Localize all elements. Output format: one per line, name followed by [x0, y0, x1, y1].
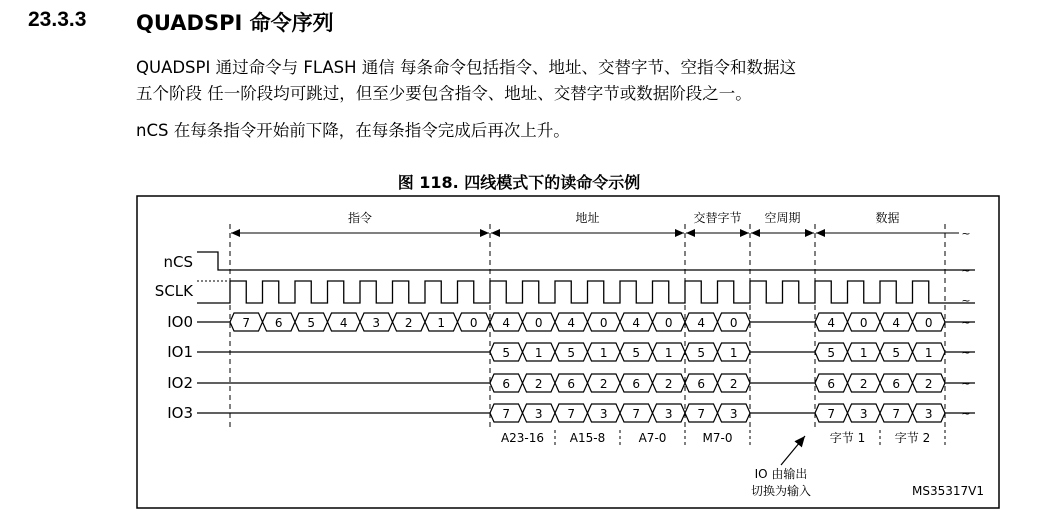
io3-address-bit-text: 3 — [599, 407, 608, 421]
paragraph-2: nCS 在每条指令开始前下降，在每条指令完成后再次上升。 — [136, 121, 570, 140]
paragraph-1-line-1: QUADSPI 通过命令与 FLASH 通信 每条命令包括指令、地址、交替字节、空指令和数据这 — [136, 58, 797, 77]
figure-caption: 图 118. 四线模式下的读命令示例 — [397, 173, 641, 192]
io2-address-bit-text: 6 — [697, 377, 706, 391]
io0-instruction-bit-text: 3 — [372, 316, 381, 330]
io2-address-bit-text: 2 — [599, 377, 608, 391]
io0-address-bit-text: 0 — [664, 316, 673, 330]
bottom-label: 字节 1 — [829, 431, 866, 445]
signal-label-io0: IO0 — [167, 313, 193, 331]
io0-address-bit-text: 0 — [599, 316, 608, 330]
io1-data-bit-text: 1 — [924, 346, 933, 360]
break-mark: ~ — [961, 294, 971, 307]
annotation-text-line2: 切换为输入 — [750, 484, 812, 498]
figure-id: MS35317V1 — [912, 484, 984, 498]
signal-label-io1: IO1 — [167, 343, 193, 361]
io0-instruction-bit-text: 4 — [339, 316, 348, 330]
io0-instruction-bit-text: 1 — [437, 316, 446, 330]
io2-data-bit-text: 6 — [892, 377, 901, 391]
annotation-arrow — [781, 436, 805, 465]
signal-label-ncs: nCS — [163, 253, 193, 271]
io3-address-bit-text: 7 — [632, 407, 641, 421]
io0-instruction-bit-text: 7 — [242, 316, 251, 330]
io0-address-bit-text: 0 — [729, 316, 738, 330]
io0-address-bit-text: 0 — [534, 316, 543, 330]
io0-instruction-bit-text: 5 — [307, 316, 316, 330]
io3-data-bit-text: 7 — [892, 407, 901, 421]
io1-address-bit-text: 1 — [599, 346, 608, 360]
io2-address-bit-text: 2 — [729, 377, 738, 391]
io2-data-bit-text: 2 — [859, 377, 868, 391]
io3-data-bit-text: 7 — [827, 407, 836, 421]
io2-address-bit-text: 6 — [502, 377, 511, 391]
bottom-label: A15-8 — [569, 431, 606, 445]
signal-label-sclk: SCLK — [154, 282, 193, 300]
io1-address-bit-text: 1 — [729, 346, 738, 360]
io1-address-bit-text: 1 — [534, 346, 543, 360]
io2-data-bit-text: 2 — [924, 377, 933, 391]
io0-data-bit-text: 4 — [892, 316, 901, 330]
break-mark: ~ — [961, 227, 971, 240]
phase-label-alternate-bytes: 交替字节 — [693, 211, 742, 225]
io1-address-bit-text: 5 — [697, 346, 706, 360]
break-mark: ~ — [961, 316, 971, 329]
break-mark: ~ — [961, 377, 971, 390]
io3-address-bit-text: 3 — [534, 407, 543, 421]
io0-instruction-bit-text: 2 — [404, 316, 413, 330]
io3-address-bit-text: 3 — [729, 407, 738, 421]
io0-instruction-bit-text: 6 — [274, 316, 283, 330]
io1-address-bit-text: 1 — [664, 346, 673, 360]
io0-instruction-bit-text: 0 — [469, 316, 478, 330]
io1-address-bit-text: 5 — [567, 346, 576, 360]
io0-address-bit-text: 4 — [632, 316, 641, 330]
io1-data-bit-text: 5 — [827, 346, 836, 360]
io0-data-bit-text: 4 — [827, 316, 836, 330]
io1-address-bit-text: 5 — [502, 346, 511, 360]
section-number: 23.3.3 — [28, 8, 87, 31]
bottom-label: M7-0 — [702, 431, 733, 445]
break-mark: ~ — [961, 264, 971, 277]
io2-address-bit-text: 2 — [664, 377, 673, 391]
io0-data-bit-text: 0 — [924, 316, 933, 330]
io3-data-bit-text: 3 — [859, 407, 868, 421]
bottom-label: 字节 2 — [894, 431, 931, 445]
phase-label-dummy: 空周期 — [764, 211, 801, 225]
phase-label-instruction: 指令 — [347, 211, 373, 225]
section-title: QUADSPI 命令序列 — [136, 11, 334, 35]
phase-label-address: 地址 — [575, 211, 600, 225]
paragraph-1-line-2: 五个阶段 任一阶段均可跳过，但至少要包含指令、地址、交替字节或数据阶段之一。 — [136, 84, 752, 103]
phase-label-data: 数据 — [875, 211, 900, 225]
break-mark: ~ — [961, 346, 971, 359]
signal-label-io3: IO3 — [167, 404, 193, 422]
bottom-label: A23-16 — [500, 431, 545, 445]
break-mark: ~ — [961, 407, 971, 420]
io1-address-bit-text: 5 — [632, 346, 641, 360]
io3-address-bit-text: 3 — [664, 407, 673, 421]
signal-label-io2: IO2 — [167, 374, 193, 392]
bottom-label: A7-0 — [638, 431, 667, 445]
io2-address-bit-text: 2 — [534, 377, 543, 391]
annotation-text-line1: IO 由输出 — [754, 467, 808, 481]
io0-address-bit-text: 4 — [697, 316, 706, 330]
io2-address-bit-text: 6 — [632, 377, 641, 391]
io1-data-bit-text: 1 — [859, 346, 868, 360]
ncs-waveform — [197, 252, 975, 270]
io1-data-bit-text: 5 — [892, 346, 901, 360]
sclk-waveform — [197, 281, 975, 303]
io2-data-bit-text: 6 — [827, 377, 836, 391]
io0-address-bit-text: 4 — [502, 316, 511, 330]
io3-address-bit-text: 7 — [697, 407, 706, 421]
io0-address-bit-text: 4 — [567, 316, 576, 330]
io0-data-bit-text: 0 — [859, 316, 868, 330]
io3-data-bit-text: 3 — [924, 407, 933, 421]
io2-address-bit-text: 6 — [567, 377, 576, 391]
io3-address-bit-text: 7 — [567, 407, 576, 421]
io3-address-bit-text: 7 — [502, 407, 511, 421]
